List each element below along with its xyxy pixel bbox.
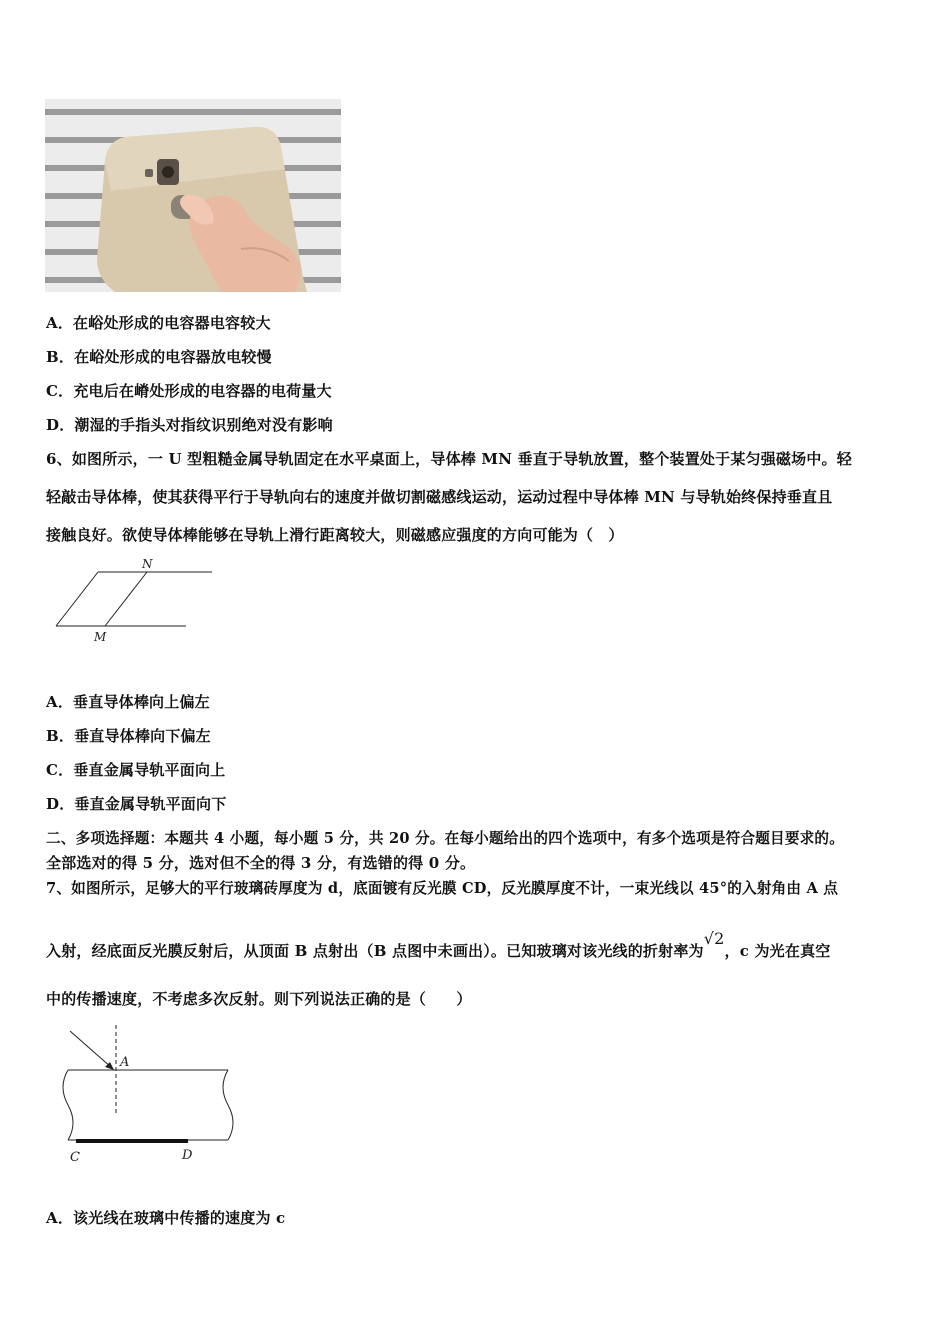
- glass-label-a: A: [120, 1055, 130, 1070]
- q7-stem-line-2a: 入射，经底面反光膜反射后，从顶面 B 点射出（B 点图中未画出）。已知玻璃对该光线的折射率为: [46, 942, 704, 960]
- q6-option-d: D．垂直金属导轨平面向下: [46, 795, 227, 813]
- q6-option-c: C．垂直金属导轨平面向上: [46, 761, 226, 779]
- q7-stem-line-2b: ，c 为光在真空: [724, 942, 831, 960]
- glass-label-d: D: [182, 1148, 193, 1163]
- sqrt-two: √2: [703, 929, 725, 948]
- q7-option-a: A．该光线在玻璃中传播的速度为 c: [46, 1209, 286, 1227]
- q6-stem-line-2: 轻敲击导体棒，使其获得平行于导轨向右的速度并做切割磁感线运动，运动过程中导体棒 MN 与导轨始终保持垂直且: [46, 488, 833, 506]
- q6-rail-figure: [50, 555, 220, 645]
- q6-stem-line-1: 6、如图所示，一 U 型粗糙金属导轨固定在水平桌面上，导体棒 MN 垂直于导轨放置，整个装置处于某匀强磁场中。轻: [46, 450, 852, 468]
- q5-option-a: A．在峪处形成的电容器电容较大: [46, 314, 271, 332]
- section2-line-2: 全部选对的得 5 分，选对但不全的得 3 分，有选错的得 0 分。: [46, 854, 476, 872]
- glass-label-c: C: [70, 1150, 80, 1165]
- q7-glass-figure: [50, 1025, 245, 1170]
- q5-option-d: D．潮湿的手指头对指纹识别绝对没有影响: [46, 416, 333, 434]
- q7-stem-line-2: [46, 929, 831, 961]
- rail-label-n: N: [142, 557, 153, 571]
- q6-option-a: A．垂直导体棒向上偏左: [46, 693, 210, 711]
- q7-stem-line-1: 7、如图所示，足够大的平行玻璃砖厚度为 d，底面镀有反光膜 CD，反光膜厚度不计，一束光线以 45°的入射角由 A 点: [46, 880, 839, 897]
- q7-stem-line-3: 中的传播速度，不考虑多次反射。则下列说法正确的是（ ）: [46, 990, 472, 1008]
- q5-option-c: C．充电后在嵴处形成的电容器的电荷量大: [46, 382, 332, 400]
- fingerprint-phone-photo: [45, 99, 341, 292]
- section2-line-1: 二、多项选择题：本题共 4 小题，每小题 5 分，共 20 分。在每小题给出的四个选项中，有多个选项是符合题目要求的。: [46, 830, 844, 847]
- q6-option-b: B．垂直导体棒向下偏左: [46, 727, 211, 745]
- q5-option-b: B．在峪处形成的电容器放电较慢: [46, 348, 272, 366]
- rail-label-m: M: [94, 630, 107, 644]
- q6-stem-line-3: 接触良好。欲使导体棒能够在导轨上滑行距离较大，则磁感应强度的方向可能为（ ）: [46, 526, 624, 544]
